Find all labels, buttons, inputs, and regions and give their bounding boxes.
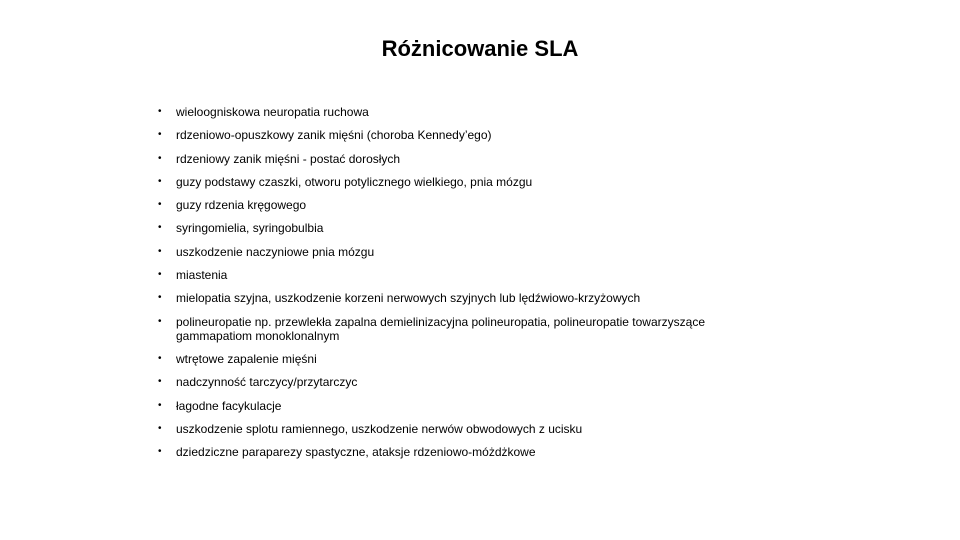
- list-item: [158, 152, 768, 166]
- list-item-text: polineuropatie np. przewlekła zapalna demielinizacyjna polineuropatia, polineuropatie towarzyszące gammapatiom monoklonalnym: [176, 314, 705, 343]
- bullet-icon: •: [158, 315, 162, 327]
- list-item: [158, 291, 768, 305]
- list-item-text: miastenia: [176, 268, 228, 283]
- list-item: [158, 105, 768, 119]
- list-item: [158, 352, 768, 366]
- slide-title: Różnicowanie SLA: [381, 36, 579, 61]
- bullet-icon: •: [158, 422, 162, 434]
- list-item: [158, 399, 768, 413]
- list-item: [158, 422, 768, 436]
- bullet-icon: •: [158, 352, 162, 364]
- list-item-text: dziedziczne paraparezy spastyczne, ataksje rdzeniowo-móżdżkowe: [176, 445, 536, 460]
- list-item-text: mielopatia szyjna, uszkodzenie korzeni nerwowych szyjnych lub lędźwiowo-krzyżowych: [176, 291, 641, 306]
- bullet-icon: •: [158, 446, 162, 458]
- bullet-icon: •: [158, 245, 162, 257]
- bullet-icon: •: [158, 129, 162, 141]
- bullet-icon: •: [158, 376, 162, 388]
- list-item-text: łagodne facykulacje: [176, 398, 282, 413]
- list-item: [158, 175, 768, 189]
- bullet-icon: •: [158, 175, 162, 187]
- list-item: [158, 221, 768, 235]
- list-item-text: uszkodzenie naczyniowe pnia mózgu: [176, 244, 375, 259]
- list-item: [158, 245, 768, 259]
- list-item-text: wieloogniskowa neuropatia ruchowa: [176, 105, 369, 119]
- list-item-text: nadczynność tarczycy/przytarczyc: [176, 375, 358, 390]
- list-item: [158, 128, 768, 142]
- list-item: [158, 198, 768, 212]
- bullet-icon: •: [158, 399, 162, 411]
- list-item-text: rdzeniowy zanik mięśni - postać dorosłych: [176, 151, 401, 166]
- list-item-text: guzy rdzenia kręgowego: [176, 198, 307, 213]
- bullet-list: [158, 105, 768, 468]
- list-item-text: syringomielia, syringobulbia: [176, 221, 324, 236]
- list-item: [158, 315, 768, 343]
- list-item: [158, 375, 768, 389]
- list-item-text: guzy podstawy czaszki, otworu potylicznego wielkiego, pnia mózgu: [176, 174, 533, 189]
- bullet-icon: •: [158, 292, 162, 304]
- bullet-icon: •: [158, 152, 162, 164]
- list-item-text: rdzeniowo-opuszkowy zanik mięśni (choroba Kennedy’ego): [176, 128, 492, 143]
- bullet-icon: •: [158, 269, 162, 281]
- bullet-icon: •: [158, 199, 162, 211]
- list-item-text: uszkodzenie splotu ramiennego, uszkodzenie nerwów obwodowych z ucisku: [176, 421, 583, 436]
- bullet-icon: •: [158, 222, 162, 234]
- bullet-icon: •: [158, 106, 162, 117]
- list-item: [158, 445, 768, 459]
- list-item-text: wtrętowe zapalenie mięśni: [176, 351, 317, 366]
- list-item: [158, 268, 768, 282]
